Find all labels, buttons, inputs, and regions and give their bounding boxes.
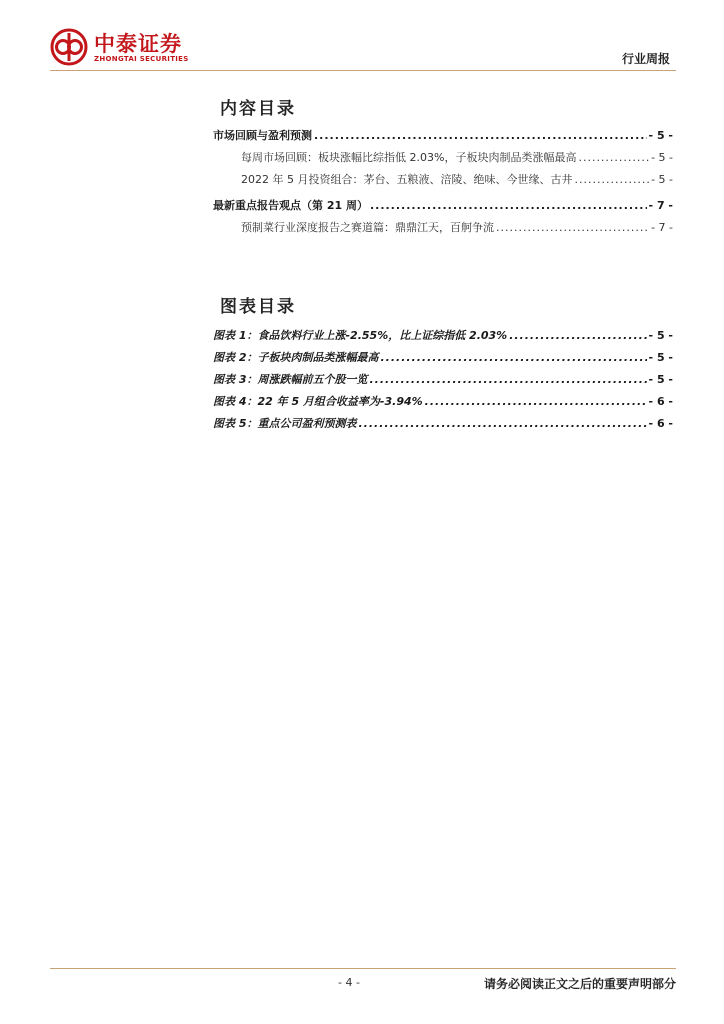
- toc-leader-dots: [358, 413, 646, 435]
- figure-entry-page: - 5 -: [648, 373, 673, 386]
- toc-entry-label: 市场回顾与盈利预测: [213, 129, 312, 142]
- company-logo: [50, 26, 220, 68]
- logo-chinese-name: 中泰证券: [94, 32, 182, 56]
- toc-entry-label: 2022 年 5 月投资组合：茅台、五粮液、涪陵、绝味、今世缘、古井: [241, 173, 573, 186]
- toc-entry[interactable]: [213, 125, 673, 147]
- toc-leader-dots: [380, 347, 646, 369]
- page-number: - 4 -: [338, 976, 360, 989]
- figure-entry-page: - 6 -: [648, 417, 673, 430]
- toc-leader-dots: [370, 195, 647, 217]
- toc-entry-page: - 7 -: [651, 221, 673, 234]
- figure-entry-page: - 5 -: [648, 329, 673, 342]
- footer-divider: [50, 968, 676, 969]
- figure-entry[interactable]: [213, 369, 673, 391]
- toc-entry-page: - 5 -: [651, 151, 673, 164]
- figure-entry[interactable]: [213, 347, 673, 369]
- contents-list: [213, 125, 673, 239]
- toc-leader-dots: [314, 125, 647, 147]
- toc-entry-page: - 5 -: [648, 129, 673, 142]
- footer-disclaimer: 请务必阅读正文之后的重要声明部分: [483, 977, 676, 991]
- figure-entry-label: 图表 4：22 年 5 月组合收益率为-3.94%: [213, 395, 423, 408]
- logo-emblem-icon: [50, 28, 88, 66]
- figures-list: [213, 325, 673, 435]
- toc-leader-dots: [578, 147, 649, 169]
- toc-entry-label: 预制菜行业深度报告之赛道篇：鼎鼎江天，百舸争流: [241, 221, 494, 234]
- figure-entry-label: 图表 2：子板块肉制品类涨幅最高: [213, 351, 379, 364]
- toc-entry-label: 每周市场回顾：板块涨幅比综指低 2.03%，子板块肉制品类涨幅最高: [241, 151, 577, 164]
- toc-entry-page: - 7 -: [648, 199, 673, 212]
- toc-entry[interactable]: [213, 147, 673, 169]
- toc-entry-page: - 5 -: [651, 173, 673, 186]
- toc-entry[interactable]: [213, 169, 673, 191]
- toc-entry[interactable]: [213, 195, 673, 217]
- figure-entry[interactable]: [213, 325, 673, 347]
- report-type-label: 行业周报: [621, 52, 670, 66]
- toc-leader-dots: [496, 217, 649, 239]
- figures-title: 图表目录: [220, 297, 296, 317]
- toc-leader-dots: [369, 369, 646, 391]
- figure-entry-label: 图表 1：食品饮料行业上涨-2.55%，比上证综指低 2.03%: [213, 329, 508, 342]
- figure-entry[interactable]: [213, 413, 673, 435]
- figure-entry-page: - 6 -: [648, 395, 673, 408]
- toc-leader-dots: [425, 391, 647, 413]
- figure-entry-label: 图表 5：重点公司盈利预测表: [213, 417, 357, 430]
- figure-entry-page: - 5 -: [648, 351, 673, 364]
- page-header: [50, 26, 676, 71]
- contents-title: 内容目录: [220, 99, 296, 119]
- logo-english-name: ZHONGTAI SECURITIES: [94, 55, 189, 63]
- toc-leader-dots: [509, 325, 646, 347]
- toc-leader-dots: [574, 169, 649, 191]
- toc-entry-label: 最新重点报告观点（第 21 周）: [213, 199, 368, 212]
- figure-entry-label: 图表 3：周涨跌幅前五个股一览: [213, 373, 368, 386]
- toc-entry[interactable]: [213, 217, 673, 239]
- figure-entry[interactable]: [213, 391, 673, 413]
